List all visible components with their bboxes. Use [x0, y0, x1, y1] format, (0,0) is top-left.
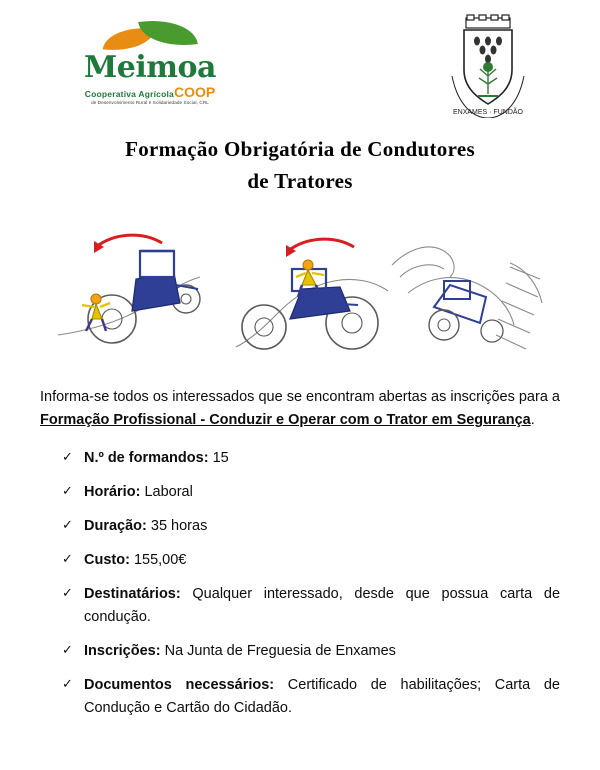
- municipal-crest-icon: [440, 14, 536, 118]
- list-item-value: 15: [212, 450, 229, 467]
- intro-paragraph: [40, 386, 560, 433]
- list-item-label: Documentos necessários:: [84, 676, 275, 693]
- list-item-label: Destinatários:: [84, 586, 181, 603]
- details-list: [40, 447, 560, 719]
- cooperative-logo: [65, 18, 235, 105]
- check-icon: ✓: [62, 641, 73, 657]
- list-item: [62, 549, 560, 572]
- page-title: [40, 134, 560, 197]
- logo-name: Meimoa: [84, 50, 216, 85]
- poster-header: [40, 10, 560, 118]
- title-line-1: Formação Obrigatória de Condutores: [125, 137, 475, 161]
- list-item-label: Inscrições:: [84, 642, 161, 659]
- list-item: [62, 481, 560, 504]
- list-item-label: Custo:: [84, 552, 130, 569]
- list-item-value: 155,00€: [133, 552, 187, 569]
- list-item-value: Na Junta de Freguesia de Enxames: [164, 642, 396, 659]
- list-item-value: Qualquer interessado, desde que possua carta de condução.: [84, 586, 561, 625]
- check-icon: ✓: [62, 551, 73, 567]
- list-item-label: Horário:: [84, 484, 141, 501]
- course-name: Formação Profissional - Conduzir e Operar com o Trator em Segurança: [40, 412, 531, 429]
- list-item: [62, 583, 560, 629]
- list-item-label: N.º de formandos:: [84, 450, 209, 467]
- leaf-icon: [104, 18, 196, 52]
- check-icon: ✓: [62, 449, 73, 465]
- list-item-value: Certificado de habilitações; Carta de Condução e Cartão do Cidadão.: [84, 676, 560, 716]
- check-icon: ✓: [62, 517, 73, 533]
- logo-subtitle: [65, 84, 235, 100]
- list-item: [62, 447, 560, 470]
- logo-fineprint: de Desenvolvimento Rural e Solidariedade Social, CRL: [91, 100, 209, 105]
- tractor-illustration: [40, 207, 560, 372]
- logo-subtitle-text: Cooperativa Agrícola: [84, 89, 174, 99]
- title-line-2: de Tratores: [247, 168, 353, 193]
- intro-text-part2: .: [530, 412, 535, 429]
- logo-coop-word: COOP: [173, 84, 216, 100]
- check-icon: ✓: [62, 585, 73, 601]
- list-item: [62, 515, 560, 538]
- crest-caption: ENXAMES · FUNDÃO: [452, 109, 524, 116]
- check-icon: ✓: [62, 675, 73, 691]
- list-item-value: Laboral: [144, 484, 193, 501]
- intro-text-part1: Informa-se todos os interessados que se encontram abertas as inscrições para a: [40, 389, 560, 405]
- list-item-label: Duração:: [84, 518, 147, 535]
- list-item: [62, 640, 560, 663]
- check-icon: ✓: [62, 483, 73, 499]
- list-item-value: 35 horas: [150, 518, 208, 535]
- list-item: [62, 674, 560, 720]
